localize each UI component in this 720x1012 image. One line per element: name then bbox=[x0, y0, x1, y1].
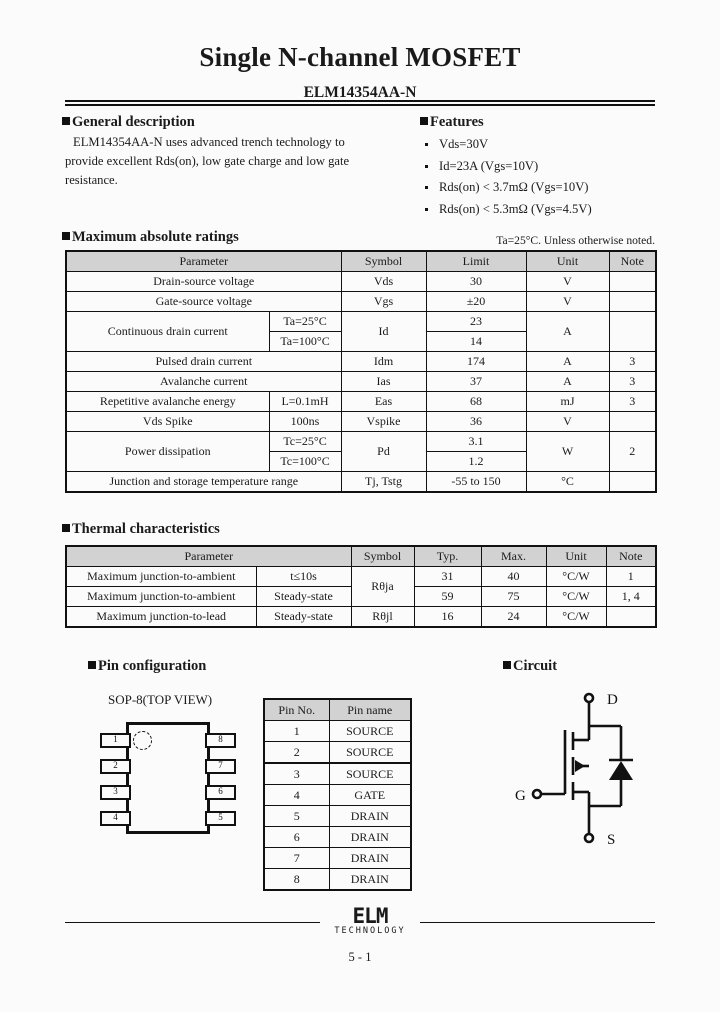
cell-parameter: Vds Spike bbox=[66, 412, 269, 432]
package-lead-8: 8 bbox=[205, 733, 236, 748]
body-diode-icon bbox=[609, 761, 633, 780]
cell-symbol: Vspike bbox=[341, 412, 426, 432]
table-row bbox=[264, 785, 411, 806]
col-note: Note bbox=[606, 546, 656, 567]
cell-symbol: Rθja bbox=[351, 567, 414, 607]
cell-pin-name: DRAIN bbox=[329, 806, 411, 827]
col-pin-no: Pin No. bbox=[264, 699, 329, 721]
table-row bbox=[66, 607, 656, 628]
cell-note bbox=[609, 412, 656, 432]
col-symbol: Symbol bbox=[341, 251, 426, 272]
table-row bbox=[264, 721, 411, 742]
table-row bbox=[66, 472, 656, 493]
section-maximum-absolute-ratings bbox=[62, 229, 239, 246]
cell-unit: A bbox=[526, 352, 609, 372]
cell-pin-no: 5 bbox=[264, 806, 329, 827]
square-bullet-icon bbox=[88, 661, 96, 669]
cell-parameter: Junction and storage temperature range bbox=[66, 472, 341, 493]
table-header-row bbox=[264, 699, 411, 721]
cell-pin-no: 8 bbox=[264, 869, 329, 891]
cell-symbol: Eas bbox=[341, 392, 426, 412]
cell-unit: mJ bbox=[526, 392, 609, 412]
square-bullet-icon bbox=[62, 524, 70, 532]
col-typ: Typ. bbox=[414, 546, 481, 567]
package-lead-6: 6 bbox=[205, 785, 236, 800]
cell-pin-name: SOURCE bbox=[329, 763, 411, 785]
cell-unit: °C/W bbox=[546, 567, 606, 587]
cell-max: 24 bbox=[481, 607, 546, 628]
pin1-marker-icon bbox=[133, 731, 152, 750]
table-row bbox=[66, 272, 656, 292]
cell-max: 75 bbox=[481, 587, 546, 607]
logo-wordmark: ELM bbox=[352, 904, 388, 928]
cell-parameter: Continuous drain current bbox=[66, 312, 269, 352]
cell-condition: Tc=100°C bbox=[269, 452, 341, 472]
package-lead-5: 5 bbox=[205, 811, 236, 826]
drain-terminal-icon bbox=[585, 694, 593, 702]
cell-unit: V bbox=[526, 292, 609, 312]
cell-limit: 1.2 bbox=[426, 452, 526, 472]
table-row bbox=[66, 392, 656, 412]
max-ratings-table bbox=[65, 250, 657, 493]
cell-condition: Ta=100°C bbox=[269, 332, 341, 352]
cell-pin-name: DRAIN bbox=[329, 848, 411, 869]
max-ratings-heading: Maximum absolute ratings bbox=[72, 229, 239, 245]
col-note: Note bbox=[609, 251, 656, 272]
cell-limit: -55 to 150 bbox=[426, 472, 526, 493]
cell-max: 40 bbox=[481, 567, 546, 587]
logo-tagline: TECHNOLOGY bbox=[334, 926, 406, 936]
cell-parameter: Maximum junction-to-lead bbox=[66, 607, 256, 628]
circuit-label-g: G bbox=[515, 788, 526, 804]
cell-limit: 174 bbox=[426, 352, 526, 372]
cell-unit: °C bbox=[526, 472, 609, 493]
col-limit: Limit bbox=[426, 251, 526, 272]
pin-name-table bbox=[263, 698, 412, 891]
col-symbol: Symbol bbox=[351, 546, 414, 567]
cell-note bbox=[609, 272, 656, 292]
cell-note: 3 bbox=[609, 352, 656, 372]
mosfet-circuit-diagram bbox=[505, 688, 665, 848]
cell-parameter: Maximum junction-to-ambient bbox=[66, 587, 256, 607]
table-row bbox=[264, 827, 411, 848]
header-rule bbox=[65, 100, 655, 106]
pin-config-heading: Pin configuration bbox=[98, 658, 207, 674]
cell-condition: Steady-state bbox=[256, 587, 351, 607]
circuit-label-d: D bbox=[607, 692, 618, 708]
list-item: Rds(on) < 3.7mΩ (Vgs=10V) bbox=[423, 177, 663, 199]
cell-symbol: Vgs bbox=[341, 292, 426, 312]
max-ratings-note: Ta=25°C. Unless otherwise noted. bbox=[496, 234, 655, 247]
cell-unit: V bbox=[526, 272, 609, 292]
package-label: SOP-8(TOP VIEW) bbox=[108, 692, 213, 707]
col-pin-name: Pin name bbox=[329, 699, 411, 721]
table-row bbox=[66, 567, 656, 587]
cell-condition: t≤10s bbox=[256, 567, 351, 587]
list-item: Id=23A (Vgs=10V) bbox=[423, 156, 663, 178]
table-row bbox=[264, 763, 411, 785]
cell-pin-name: DRAIN bbox=[329, 827, 411, 848]
page-title: Single N-channel MOSFET bbox=[199, 42, 521, 72]
table-row bbox=[66, 292, 656, 312]
thermal-heading: Thermal characteristics bbox=[72, 521, 220, 537]
cell-parameter: Pulsed drain current bbox=[66, 352, 341, 372]
cell-condition: Steady-state bbox=[256, 607, 351, 628]
cell-limit: 14 bbox=[426, 332, 526, 352]
source-terminal-icon bbox=[585, 834, 593, 842]
cell-pin-name: SOURCE bbox=[329, 742, 411, 764]
square-bullet-icon bbox=[62, 117, 70, 125]
cell-unit: °C/W bbox=[546, 587, 606, 607]
table-row bbox=[66, 412, 656, 432]
cell-pin-no: 4 bbox=[264, 785, 329, 806]
cell-note bbox=[606, 607, 656, 628]
cell-limit: 30 bbox=[426, 272, 526, 292]
package-lead-7: 7 bbox=[205, 759, 236, 774]
circuit-label-s: S bbox=[607, 832, 616, 848]
package-lead-3: 3 bbox=[100, 785, 131, 800]
cell-note bbox=[609, 312, 656, 352]
cell-parameter: Power dissipation bbox=[66, 432, 269, 472]
cell-unit: V bbox=[526, 412, 609, 432]
cell-condition: L=0.1mH bbox=[269, 392, 341, 412]
cell-note bbox=[609, 292, 656, 312]
cell-symbol: Pd bbox=[341, 432, 426, 472]
col-parameter: Parameter bbox=[66, 546, 351, 567]
cell-note: 2 bbox=[609, 432, 656, 472]
cell-pin-no: 2 bbox=[264, 742, 329, 764]
package-lead-4: 4 bbox=[100, 811, 131, 826]
page-number: 5 - 1 bbox=[348, 950, 372, 964]
col-unit: Unit bbox=[526, 251, 609, 272]
cell-symbol: Rθjl bbox=[351, 607, 414, 628]
features-list bbox=[423, 134, 663, 220]
square-bullet-icon bbox=[503, 661, 511, 669]
company-logo bbox=[320, 906, 420, 937]
col-parameter: Parameter bbox=[66, 251, 341, 272]
cell-condition: Tc=25°C bbox=[269, 432, 341, 452]
cell-typ: 59 bbox=[414, 587, 481, 607]
col-max: Max. bbox=[481, 546, 546, 567]
cell-parameter: Gate-source voltage bbox=[66, 292, 341, 312]
table-row bbox=[66, 312, 656, 332]
list-item: Rds(on) < 5.3mΩ (Vgs=4.5V) bbox=[423, 199, 663, 221]
table-row bbox=[66, 372, 656, 392]
table-row bbox=[66, 432, 656, 452]
general-description-body: ELM14354AA-N uses advanced trench technology to provide excellent Rds(on), low gate charge and low gate resistance. bbox=[65, 135, 350, 187]
cell-note: 1, 4 bbox=[606, 587, 656, 607]
cell-unit: W bbox=[526, 432, 609, 472]
square-bullet-icon bbox=[62, 232, 70, 240]
cell-pin-no: 3 bbox=[264, 763, 329, 785]
cell-unit: °C/W bbox=[546, 607, 606, 628]
cell-condition: Ta=25°C bbox=[269, 312, 341, 332]
cell-pin-no: 7 bbox=[264, 848, 329, 869]
footer-rule-right bbox=[420, 922, 655, 923]
list-item: Vds=30V bbox=[423, 134, 663, 156]
table-row bbox=[264, 806, 411, 827]
footer-rule-left bbox=[65, 922, 320, 923]
cell-parameter: Repetitive avalanche energy bbox=[66, 392, 269, 412]
square-bullet-icon bbox=[420, 117, 428, 125]
cell-note bbox=[609, 472, 656, 493]
cell-symbol: Id bbox=[341, 312, 426, 352]
cell-symbol: Vds bbox=[341, 272, 426, 292]
cell-unit: A bbox=[526, 372, 609, 392]
cell-pin-name: GATE bbox=[329, 785, 411, 806]
cell-symbol: Ias bbox=[341, 372, 426, 392]
cell-pin-name: SOURCE bbox=[329, 721, 411, 742]
thermal-table bbox=[65, 545, 657, 628]
cell-parameter: Avalanche current bbox=[66, 372, 341, 392]
cell-pin-no: 6 bbox=[264, 827, 329, 848]
cell-typ: 16 bbox=[414, 607, 481, 628]
cell-limit: 37 bbox=[426, 372, 526, 392]
section-general-description bbox=[62, 114, 195, 131]
body-arrow-icon bbox=[575, 760, 585, 772]
cell-symbol: Tj, Tstg bbox=[341, 472, 426, 493]
table-header-row bbox=[66, 546, 656, 567]
cell-condition: 100ns bbox=[269, 412, 341, 432]
table-row bbox=[264, 742, 411, 764]
cell-note: 3 bbox=[609, 372, 656, 392]
cell-pin-name: DRAIN bbox=[329, 869, 411, 891]
circuit-heading: Circuit bbox=[513, 658, 558, 674]
section-features bbox=[420, 114, 484, 131]
cell-parameter: Drain-source voltage bbox=[66, 272, 341, 292]
cell-limit: 23 bbox=[426, 312, 526, 332]
section-circuit bbox=[503, 658, 557, 675]
cell-typ: 31 bbox=[414, 567, 481, 587]
table-row bbox=[264, 848, 411, 869]
package-lead-2: 2 bbox=[100, 759, 131, 774]
cell-note: 3 bbox=[609, 392, 656, 412]
package-lead-1: 1 bbox=[100, 733, 131, 748]
section-thermal-characteristics bbox=[62, 521, 220, 538]
general-description-heading: General description bbox=[72, 114, 195, 130]
gate-terminal-icon bbox=[533, 790, 541, 798]
table-row bbox=[66, 352, 656, 372]
cell-pin-no: 1 bbox=[264, 721, 329, 742]
table-row bbox=[264, 869, 411, 891]
table-header-row bbox=[66, 251, 656, 272]
cell-symbol: Idm bbox=[341, 352, 426, 372]
part-number: ELM14354AA-N bbox=[303, 84, 417, 101]
cell-note: 1 bbox=[606, 567, 656, 587]
section-pin-configuration bbox=[88, 658, 206, 675]
cell-limit: 36 bbox=[426, 412, 526, 432]
cell-parameter: Maximum junction-to-ambient bbox=[66, 567, 256, 587]
col-unit: Unit bbox=[546, 546, 606, 567]
features-heading: Features bbox=[430, 114, 484, 130]
cell-limit: 3.1 bbox=[426, 432, 526, 452]
cell-unit: A bbox=[526, 312, 609, 352]
cell-limit: 68 bbox=[426, 392, 526, 412]
cell-limit: ±20 bbox=[426, 292, 526, 312]
